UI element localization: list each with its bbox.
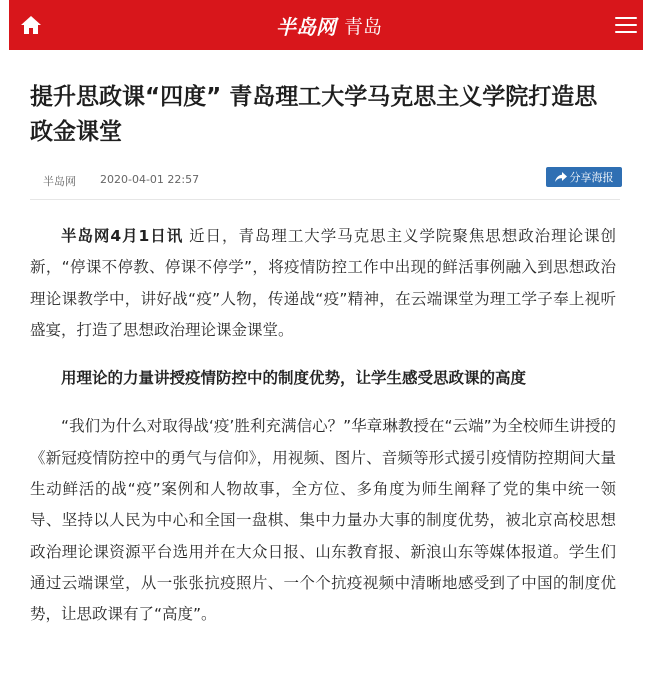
- home-icon[interactable]: [20, 14, 42, 36]
- article-body: [30, 221, 616, 631]
- hamburger-menu-icon[interactable]: [615, 17, 637, 33]
- section-subheading: 用理论的力量讲授疫情防控中的制度优势，让学生感受思政课的高度: [61, 369, 527, 388]
- article-date: 2020-04-01 22:57: [100, 173, 200, 186]
- body-paragraph: “我们为什么对取得战‘疫’胜利充满信心？”华章琳教授在“云端”为全校师生讲授的《新冠疫情防控中的勇气与信仰》，用视频、图片、音频等形式援引疫情防控期间大量生动鲜活的战“疫”案例和人物故事，全方位、多角度为师生阐释了党的集中统一领导、坚持以人民为中心和全国一盘棋、集中力量办大事的制度优势，被北京高校思想政治理论课资源平台选用并在大众日报、山东教育报、新浪山东等媒体报道。学生们通过云端课堂，从一张张抗疫照片、一个个抗疫视频中清晰地感受到了中国的制度优势，让思政课有了“高度”。: [30, 417, 616, 624]
- site-logo[interactable]: [276, 8, 382, 42]
- lead-dateline: 半岛网4月1日讯: [61, 227, 184, 245]
- top-nav-bar: [9, 0, 643, 50]
- meta-divider: [30, 199, 620, 200]
- share-icon: [555, 172, 567, 182]
- share-poster-button[interactable]: [546, 167, 622, 187]
- article-source: 半岛网: [43, 175, 76, 188]
- lead-paragraph: [30, 221, 616, 346]
- logo-brand: 半岛网: [276, 14, 336, 39]
- logo-city: 青岛: [344, 15, 383, 38]
- lead-text: 近日，青岛理工大学马克思主义学院聚焦思想政治理论课创新，“停课不停教、停课不停学”，将疫情防控工作中出现的鲜活事例融入到思想政治理论课教学中，讲好战“疫”人物，传递战“疫”精神，在云端课堂为理工学子奉上视听盛宴，打造了思想政治理论课金课堂。: [30, 227, 616, 339]
- share-label: 分享海报: [569, 171, 614, 184]
- article-meta: [43, 173, 199, 189]
- article-title: 提升思政课“四度” 青岛理工大学马克思主义学院打造思政金课堂: [30, 84, 598, 145]
